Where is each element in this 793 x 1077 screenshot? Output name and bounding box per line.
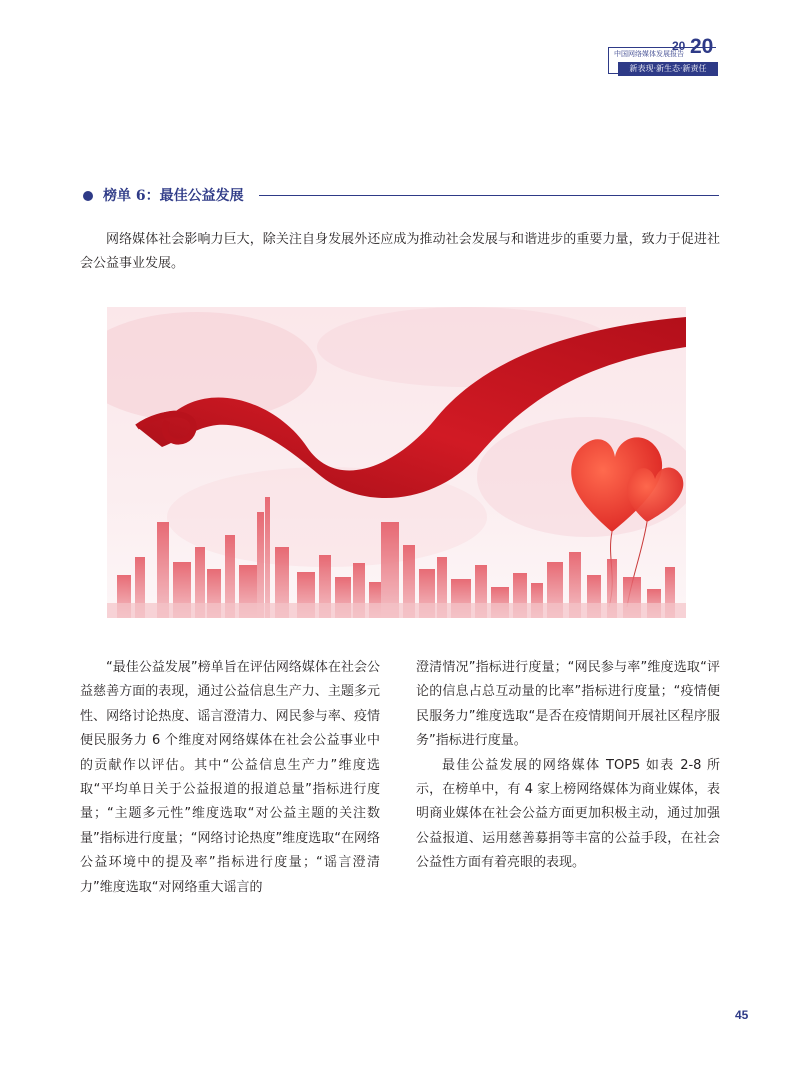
report-title: 中国网络媒体发展报告	[614, 50, 684, 58]
year-suffix: 20	[690, 35, 714, 58]
intro-paragraph: 网络媒体社会影响力巨大，除关注自身发展外还应成为推动社会发展与和谐进步的重要力量，致力于促进社会公益事业发展。	[80, 232, 720, 271]
right-column	[416, 656, 720, 876]
charity-ribbon-heart-city-illustration	[107, 307, 686, 618]
report-badge	[608, 35, 720, 76]
section-heading	[83, 184, 719, 208]
bullet-dot-icon	[83, 191, 93, 201]
section-title: 榜单 6：最佳公益发展	[103, 188, 244, 204]
year-prefix: 20	[672, 39, 686, 53]
right-paragraph-1: 澄清情况”指标进行度量；“网民参与率”维度选取“评论的信息占总互动量的比率”指标进行度量；“疫情便民服务力”维度选取“是否在疫情期间开展社区程序服务”指标进行度量。	[416, 660, 720, 749]
page-number: 45	[735, 1008, 749, 1022]
heading-rule	[259, 195, 719, 196]
right-paragraph-2: 最佳公益发展的网络媒体 TOP5 如表 2-8 所示，在榜单中，有 4 家上榜网络媒体为商业媒体，表明商业媒体在社会公益方面更加积极主动，通过加强公益报道、运用慈善募捐等丰富的公益手段，在社会公益性方面有着亮眼的表现。	[416, 757, 720, 871]
body-columns	[80, 656, 720, 906]
left-column	[80, 656, 380, 900]
left-paragraph: “最佳公益发展”榜单旨在评估网络媒体在社会公益慈善方面的表现，通过公益信息生产力、主题多元性、网络讨论热度、谣言澄清力、网民参与率、疫情便民服务力 6 个维度对网络媒体在社会公益事业中的贡献作以评估。其中“公益信息生产力”维度选取“平均单日关于公益报道的报道总量”指标进行度量；“主题多元性”维度选取“对公益主题的关注数量”指标进行度量；“网络讨论热度”维度选取“在网络公益环境中的提及率”指标进行度量；“谣言澄清力”维度选取“对网络重大谣言的	[80, 660, 380, 895]
report-slogan: 新表现·新生态·新责任	[618, 62, 718, 76]
